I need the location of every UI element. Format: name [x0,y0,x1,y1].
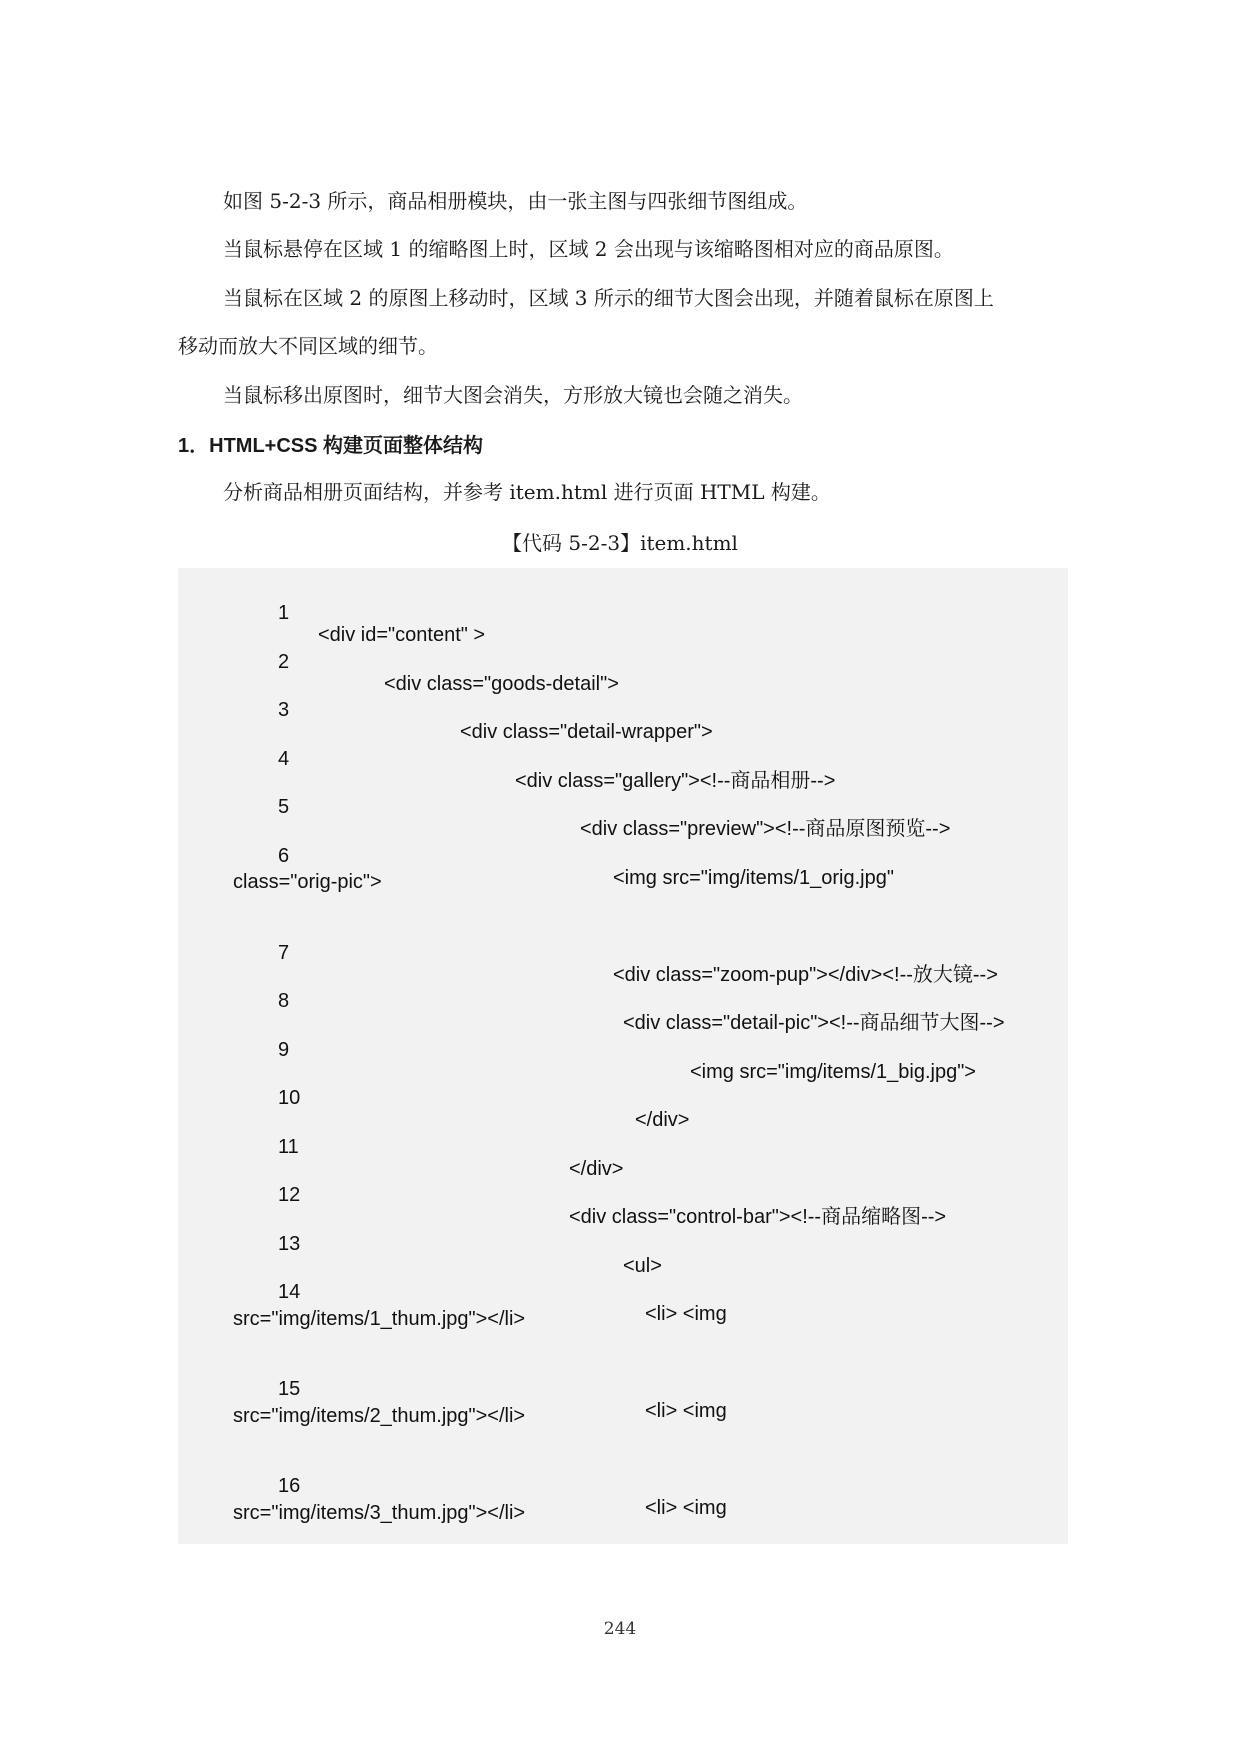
code-listing [178,568,1068,1544]
paragraph-4: 当鼠标移出原图时，细节大图会消失，方形放大镜也会随之消失。 [223,383,803,407]
line-number: 14 [278,1281,301,1303]
code-text: <div class="goods-detail"> [384,673,619,695]
code-caption: 【代码 5-2-3】item.html [502,531,738,555]
code-text: <div class="detail-pic"><!--商品细节大图--> [623,1012,1005,1034]
line-number: 4 [278,748,290,770]
line-number: 11 [278,1136,299,1158]
line-number: 7 [278,942,290,964]
code-line-wrap: src="img/items/3_thum.jpg"></li> [233,1502,526,1524]
code-text: <div id="content" > [318,624,486,646]
line-number: 1 [278,602,290,624]
code-text: <div class="preview"><!--商品原图预览--> [580,818,951,840]
line-number: 13 [278,1233,301,1255]
code-text: <ul> [623,1255,662,1277]
page-number: 244 [603,1619,637,1639]
line-number: 16 [278,1475,301,1497]
code-text: <li> <img [645,1497,727,1519]
line-number: 3 [278,699,290,721]
code-text: <div class="zoom-pup"></div><!--放大镜--> [613,964,998,986]
line-number: 8 [278,990,290,1012]
line-number: 2 [278,651,290,673]
line-number: 12 [278,1184,301,1206]
code-line-wrap: src="img/items/2_thum.jpg"></li> [233,1405,526,1427]
line-number: 6 [278,845,290,867]
code-text: <div class="detail-wrapper"> [460,721,713,743]
line-number: 10 [278,1087,301,1109]
intro-paragraph: 分析商品相册页面结构，并参考 item.html 进行页面 HTML 构建。 [223,480,831,504]
line-number: 9 [278,1039,290,1061]
paragraph-1: 如图 5-2-3 所示，商品相册模块，由一张主图与四张细节图组成。 [223,189,808,213]
code-text: </div> [569,1158,624,1180]
section-heading: 1．HTML+CSS 构建页面整体结构 [178,435,484,457]
code-line-wrap: class="orig-pic"> [233,871,382,893]
code-text: <div class="gallery"><!--商品相册--> [515,770,836,792]
code-text: <img src="img/items/1_orig.jpg" [613,867,894,889]
line-number: 5 [278,796,290,818]
code-text: <div class="control-bar"><!--商品缩略图--> [569,1206,947,1228]
paragraph-2: 当鼠标悬停在区域 1 的缩略图上时，区域 2 会出现与该缩略图相对应的商品原图。 [223,237,954,261]
code-line-wrap: src="img/items/1_thum.jpg"></li> [233,1308,526,1330]
code-text: <img src="img/items/1_big.jpg"> [690,1061,976,1083]
code-text: <li> <img [645,1400,727,1422]
paragraph-3-continued: 移动而放大不同区域的细节。 [178,334,438,358]
code-text: <li> <img [645,1303,727,1325]
code-text: </div> [635,1109,690,1131]
line-number: 15 [278,1378,301,1400]
paragraph-3: 当鼠标在区域 2 的原图上移动时，区域 3 所示的细节大图会出现，并随着鼠标在原图上 [223,286,994,310]
